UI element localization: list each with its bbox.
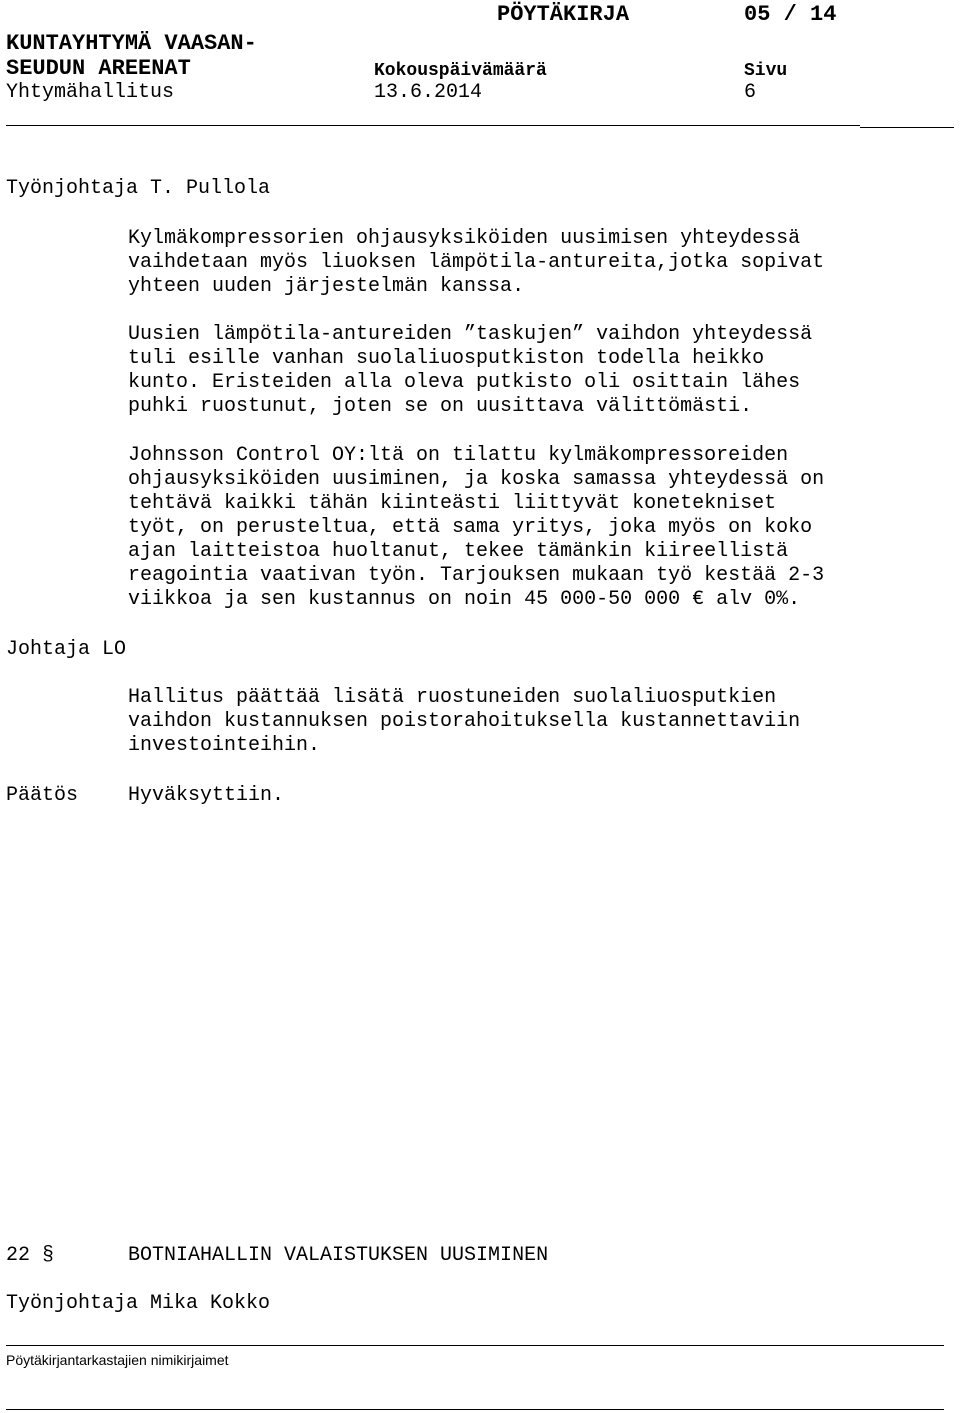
organization-name-line2: SEUDUN AREENAT: [6, 56, 191, 81]
item-title: BOTNIAHALLIN VALAISTUKSEN UUSIMINEN: [128, 1244, 549, 1267]
paragraph-line: ajan laitteistoa huoltanut, tekee tämänkin kiireellistä: [128, 540, 789, 563]
paragraph-line: vaihdetaan myös liuoksen lämpötila-antureita,jotka sopivat: [128, 251, 825, 274]
footer-rule-top: [6, 1345, 944, 1346]
paragraph-line: Johnsson Control OY:ltä on tilattu kylmäkompressoreiden: [128, 444, 789, 467]
header-rule-left: [6, 125, 860, 126]
paragraph-background-1: [128, 227, 928, 299]
paragraph-line: Kylmäkompressorien ohjausyksiköiden uusimisen yhteydessä: [128, 227, 801, 250]
paragraph-line: ohjausyksiköiden uusiminen, ja koska samassa yhteydessä on: [128, 468, 825, 491]
item-number: 22 §: [6, 1244, 55, 1267]
header-rule-right: [860, 127, 954, 128]
paragraph-line: yhteen uuden järjestelmän kanssa.: [128, 275, 525, 298]
organization-name-line1: KUNTAYHTYMÄ VAASAN-: [6, 31, 257, 56]
item-preparer: Työnjohtaja Mika Kokko: [6, 1292, 271, 1315]
proposal-line: Hallitus päättää lisätä ruostuneiden suolaliuosputkien: [128, 686, 777, 709]
document-type: PÖYTÄKIRJA: [497, 2, 630, 27]
preparer-label: Työnjohtaja T. Pullola: [6, 177, 271, 200]
page-label: Sivu: [744, 61, 788, 81]
paragraph-background-2: [128, 323, 928, 419]
decision-text: Hyväksyttiin.: [128, 784, 285, 807]
director-label: Johtaja LO: [6, 638, 127, 661]
body-name: Yhtymähallitus: [6, 81, 175, 104]
paragraph-line: tehtävä kaikki tähän kiinteästi liittyvät konetekniset: [128, 492, 777, 515]
paragraph-line: puhki ruostunut, joten se on uusittava välittömästi.: [128, 395, 753, 418]
decision-label: Päätös: [6, 784, 79, 807]
footer-rule-bottom: [6, 1409, 944, 1410]
proposal-line: vaihdon kustannuksen poistorahoituksella kustannettaviin: [128, 710, 801, 733]
proposal-text: [128, 686, 928, 758]
page-count: 05 / 14: [744, 2, 837, 27]
proposal-line: investointeihin.: [128, 734, 321, 757]
paragraph-line: reagointia vaativan työn. Tarjouksen mukaan työ kestää 2-3: [128, 564, 825, 587]
paragraph-line: Uusien lämpötila-antureiden ”taskujen” vaihdon yhteydessä: [128, 323, 813, 346]
paragraph-background-3: [128, 444, 928, 612]
paragraph-line: työt, on perusteltua, että sama yritys, joka myös on koko: [128, 516, 813, 539]
footer-label: Pöytäkirjantarkastajien nimikirjaimet: [6, 1352, 229, 1368]
paragraph-line: viikkoa ja sen kustannus on noin 45 000-50 000 € alv 0%.: [128, 588, 801, 611]
meeting-date-value: 13.6.2014: [374, 81, 483, 104]
meeting-date-label: Kokouspäivämäärä: [374, 61, 547, 81]
page-number: 6: [744, 81, 757, 104]
paragraph-line: kunto. Eristeiden alla oleva putkisto oli osittain lähes: [128, 371, 801, 394]
paragraph-line: tuli esille vanhan suolaliuosputkiston todella heikko: [128, 347, 765, 370]
